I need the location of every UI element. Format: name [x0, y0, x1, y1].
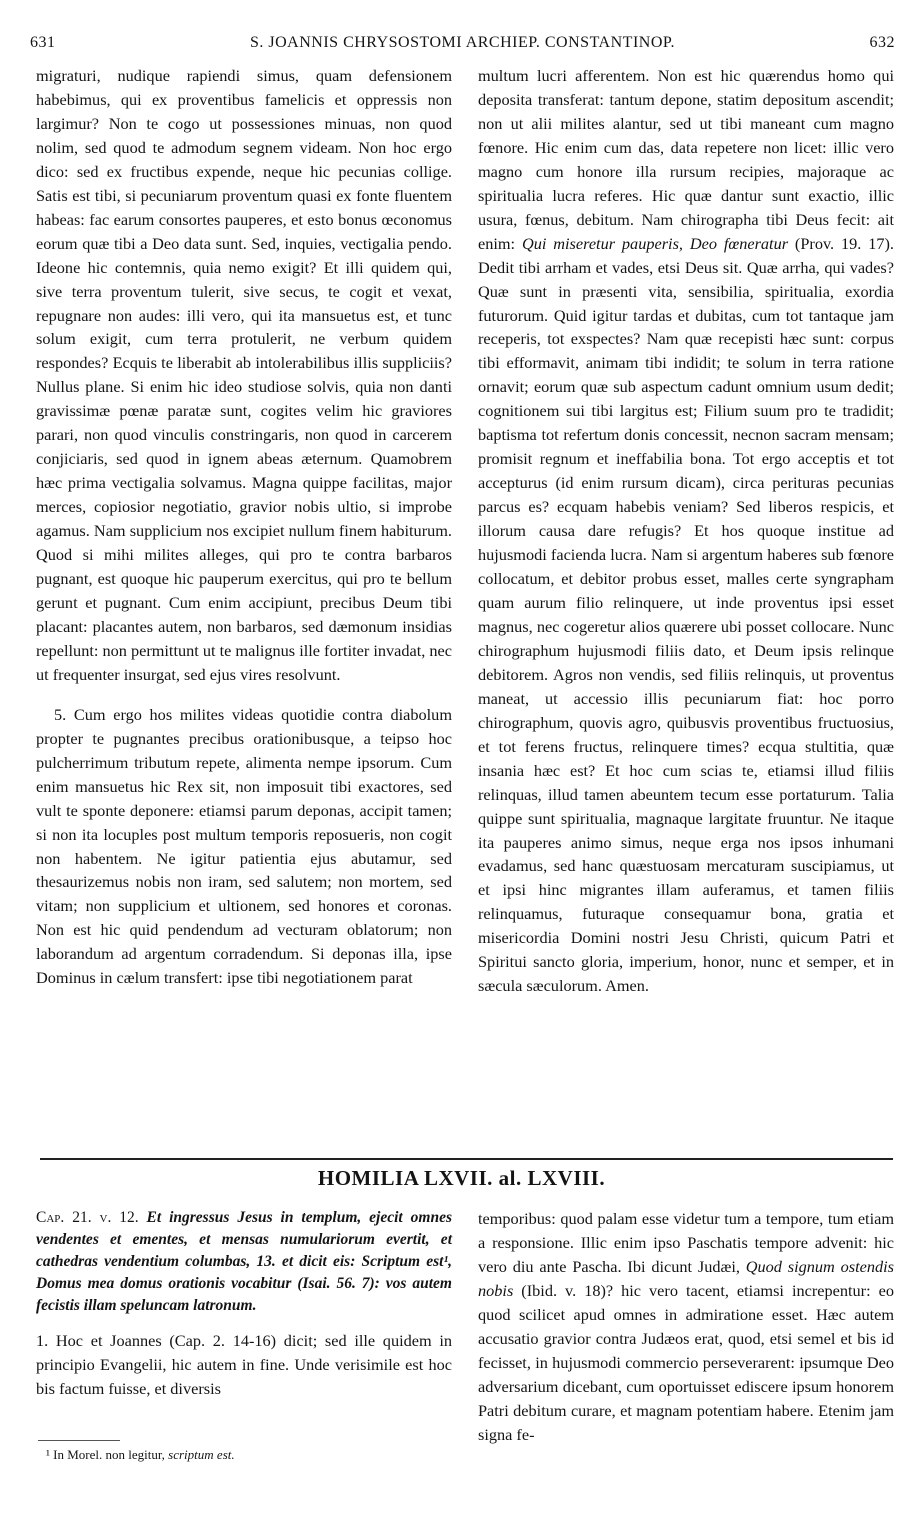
chapter-text: Et ingressus Jesus in templum, ejecit omnes vendentes et ementes, et mensas numulariorum evertit, et cathedras vendentium columbas, 13. et dicit eis: Scriptum est¹, Domus mea domus orationis vocabitur (Isai. 56. 7): vos autem fecistis illam speluncam latronum. — [36, 1209, 452, 1314]
right-column-bottom — [478, 1207, 894, 1447]
paragraph — [478, 1207, 894, 1447]
text-run: temporibus: quod palam esse videtur tum a tempore, tum etiam a responsione. Illic enim ipso Paschatis tempore advenit: hic vero diu ante Pascha. Ibi dicunt Judæi, — [478, 1209, 894, 1276]
scripture-reference: (Ibid. v. 18) — [513, 1280, 606, 1300]
left-column-top — [36, 64, 452, 990]
left-column-bottom — [36, 1207, 452, 1401]
running-title: S. JOANNIS CHRYSOSTOMI ARCHIEP. CONSTANTINOP. — [250, 34, 675, 51]
section-divider — [40, 1158, 893, 1160]
paragraph-section-1: 1. Hoc et Joannes (Cap. 2. 14-16) dicit; sed ille quidem in principio Evangelii, hic autem in fine. Unde verisimile est hoc bis factum fuisse, et diversis — [36, 1331, 452, 1398]
chapter-summary — [36, 1207, 452, 1317]
footnote-italic: scriptum est. — [168, 1447, 235, 1462]
page-number-left: 631 — [30, 34, 56, 51]
scripture-reference: (Prov. 19. 17). — [788, 233, 894, 253]
paragraph-section-5: 5. Cum ergo hos milites videas quotidie contra diabolum propter te pugnantes precibus orationibusque, a teipso hoc pulcherrimum tributum repete, alimenta nempe ipsorum. Cum enim mansuetus hic Rex sit, non imposuit tibi exactores, sed vult te sponte deponere: etiamsi parum deponas, accipit tamen; si non ita locuples post multum temporis reposueris, non cogit non habentem. Ne igitur patientia ejus abutamur, sed thesaurizemus nobis non iram, sed salutem; non mortem, sed vitam; non supplicium et ultionem, sed honores et coronas. Non est hic quid pendendum ad vecturam oblatorum; non laborandum ad argentum corradendum. Si deponas illa, ipse Dominus in cælum transfert: ipse tibi negotiationem parat — [36, 704, 452, 988]
chapter-label: Cap. 21. v. 12. — [36, 1209, 139, 1226]
page-number-right: 632 — [869, 34, 895, 51]
scripture-quote: Quod signum ostendis nobis — [478, 1256, 894, 1300]
homily-title: HOMILIA LXVII. al. LXVIII. — [317, 1166, 606, 1190]
footnote-text: In Morel. non legitur, — [49, 1447, 169, 1462]
text-run: Dedit tibi arrham et vades, etsi Deus sit. Quæ arrha, qui vades? Quæ sunt in præsenti vita, sensibilia, spiritualia, exordia futurorum. Quid igitur tardas et dubitas, cum tot tantaque jam receperis, tot exspectes? Nam quæ recepisti hæc sunt: corpus tibi efformavit, animam tibi indidit; te solum in terra ratione ornavit; eorum quæ sub aspectum cadunt omnium usum dedit; cognitionem sui tibi largitus est; Filium suum pro te tradidit; baptisma tot refertum donis concessit, necnon sacram mensam; promisit regnum et ineffabilia bona. Tot ergo acceptis et tot accepturus (id enim rursum dicam), circa perituras pecunias parcus es? ecquam habebis veniam? Sed liberos respicis, et illorum causa dare refugis? Et hos quoque institue ad hujusmodi facienda lucra. Nam si argentum haberes sub fœnore collocatum, et debitor probus esset, malles certe syngrapham quam aurum filio relinquere, ut inde proventus ipsi esset magnus, nec cogeretur alios quærere ubi posset collocare. Nunc chirographum hujusmodi filiis dato, et Deum ipsis relinque debitorem. Agros non vendis, sed filiis relinquis, ut proventus maneat, ut accessio illis pecuniarum fiat: hoc porro chirographum, quovis agro, quibusvis proventibus fructuosius, et tot ferens fructus, relinquere times? ecqua stultitia, quæ insania hæc est? Et hoc cum scias te, etiamsi illud filiis relinquas, illud tamen abeuntem tecum esse portaturum. Talia quippe sunt spiritualia, magnaque largitate fruuntur. Ne itaque ita pauperes animo simus, neque erga nos ipsos inhumani evadamus, sed hanc quæstuosam mercaturam suscipiamus, ut et ipsi hinc migrantes illam auferamus, et tamen filiis relinquamus, futuraque consequamur bona, gratia et misericordia Domini nostri Jesu Christi, quicum Patri et Spiritui sancto gloria, imperium, honor, nunc et semper, et in sæcula sæculorum. Amen. — [478, 257, 894, 996]
running-head — [30, 34, 895, 56]
right-column-top — [478, 64, 894, 998]
text-run: multum lucri afferentem. Non est hic quærendus homo qui deposita transferat: tantum depone, statim depositum ascendit; non ut alii milites alantur, sed ut tibi maneant cum magno fœnore. Hic enim cum das, data repetere non licet: illic vero magno cum honore illa rursum recipies, majoraque ac spiritualia lucra referes. Hic quæ dantur sunt exactio, illic usura, fœnus, debitum. Nam chirographa tibi Deus fecit: ait enim: — [478, 66, 894, 253]
text-run: ? hic vero tacent, etiamsi increpentur: eo quod scilicet apud omnes in admiratione esset. Hæc autem accusatio gravior contra Judæos erat, quod, etsi semel et bis id fecisset, in hujusmodi commercio perseverarent: ipsumque Deo adversarium dicebant, cum oportuisset ediscere ipsum honorem Patri debitum curare, et magnam potentiam habere. Etenim jam signa fe- — [478, 1280, 894, 1444]
paragraph — [478, 64, 894, 998]
footnote — [46, 1446, 446, 1464]
paragraph: migraturi, nudique rapiendi simus, quam defensionem habebimus, qui ex proventibus famelicis et oppressis non largimur? Non te cogo ut possessiones minuas, non quod nolim, sed quod te admodum segnem videam. Non hoc ergo dico: sed ex fructibus expende, neque hic pecunias collige. Satis est tibi, si pecuniarum proventum quasi ex fonte fluentem habeas: fac earum consortes pauperes, et esto bonus œconomus eorum quæ tibi a Deo data sunt. Sed, inquies, vectigalia pendo. Ideone hic contemnis, quia nemo exigit? Et illi quidem qui, sive terra proventum tulerit, sive secus, te cogit et vexat, repugnare non audes: illi vero, qui ita mansuetus est, et tunc solum exigit, cum terra protulerit, ne verbum quidem respondes? Ecquis te liberabit ab intolerabilibus illis suppliciis? Nullus plane. Si enim hic ideo studiose solvis, quia non danti gravissimæ pœnæ paratæ sunt, cogites velim hic graviores parari, non quod vinculis constringaris, non quod in carcerem conjiciaris, sed quod in ignem abeas æternum. Quamobrem hæc prima vectigalia solvamus. Magna quippe facilitas, major merces, copiosior negotiatio, gravior nobis ultio, si improbe agamus. Nam supplicium nos excipiet nullum finem habiturum. Quod si mihi milites alleges, qui pro te contra barbaros pugnant, est quoque hic pauperum exercitus, qui pro te bellum gerunt et pugnant. Cum enim accipiunt, precibus Deum tibi placant: placantes autem, non barbaros, sed dæmonum insidias repellunt: non permittunt ut te malignus ille fortiter invadat, nec ut frequenter insurgat, sed ejus vires resolvunt. — [36, 66, 452, 684]
footnote-divider — [38, 1440, 120, 1441]
scripture-quote: Qui miseretur pauperis, Deo fœneratur — [521, 233, 789, 253]
footnote-mark: ¹ — [46, 1447, 50, 1462]
